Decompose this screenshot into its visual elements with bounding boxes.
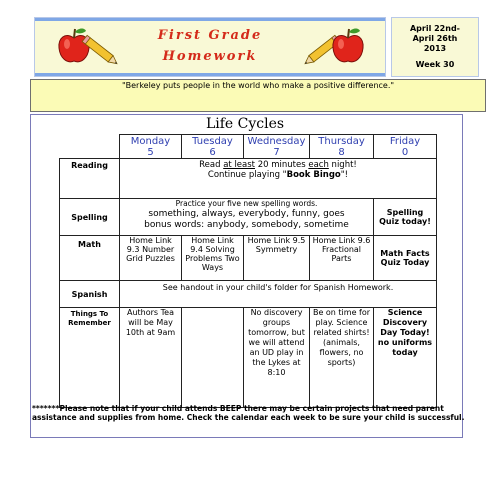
math-wednesday: Home Link 9.5 Symmetry: [244, 236, 310, 281]
week-label: Week 30: [415, 60, 455, 69]
text: night!: [328, 160, 357, 170]
day-name: Friday: [389, 136, 421, 147]
parent-note: *******Please note that if your child attends BEEP there may be certain projects that need parent assistance and supplies from home. Check the calendar each week to be sure your child is successful.: [32, 404, 465, 422]
spelling-line-2: something, always, everybody, funny, goes: [148, 209, 345, 219]
day-date: 8: [338, 147, 345, 158]
day-name: Tuesday: [192, 136, 233, 147]
spelling-line-1: Practice your five new spelling words.: [175, 199, 318, 208]
spelling-cell: [120, 199, 374, 236]
header-banner: [34, 17, 386, 77]
title-line-2: Homework: [162, 49, 258, 64]
row-label-spelling: Spelling: [60, 199, 120, 236]
banner-top-stripe: [35, 18, 385, 21]
row-label-reading: Reading: [60, 159, 120, 199]
remember-wednesday: No discovery groups tomorrow, but we will attend an UD play in the Lykes at 8:10: [244, 308, 310, 408]
apple-icon: [331, 26, 365, 66]
reading-cell: [120, 159, 437, 199]
homework-table: [59, 134, 437, 408]
math-monday: Home Link 9.3 Number Grid Puzzles: [120, 236, 182, 281]
unit-title: Life Cycles: [205, 116, 285, 132]
text-underlined: at least: [223, 160, 256, 170]
day-header-thursday: [310, 135, 374, 159]
remember-thursday: Be on time for play. Science related shirts! (animals, flowers, no sports): [310, 308, 374, 408]
quote-text: "Berkeley puts people in the world who make a positive difference.": [121, 81, 395, 90]
date-line-3: 2013: [423, 44, 447, 53]
day-name: Monday: [130, 136, 171, 147]
math-thursday: Home Link 9.6 Fractional Parts: [310, 236, 374, 281]
remember-tuesday: [182, 308, 244, 408]
spelling-line-3: bonus words: anybody, somebody, sometime: [144, 220, 349, 230]
day-name: Wednesday: [247, 136, 306, 147]
remember-row: [60, 308, 437, 408]
date-box: [391, 17, 479, 77]
row-label-math: Math: [60, 236, 120, 281]
day-date: 6: [209, 147, 216, 158]
text: "!: [340, 170, 349, 180]
quote-band: [30, 79, 486, 112]
spelling-row: [60, 199, 437, 236]
reading-line-1: [122, 160, 434, 170]
day-date: 5: [147, 147, 154, 158]
date-line-2: April 26th: [412, 34, 458, 43]
table-header-row: [60, 135, 437, 159]
corner-cell: [60, 135, 120, 159]
row-label-spanish: Spanish: [60, 281, 120, 308]
date-line-1: April 22nd-: [409, 24, 460, 33]
row-label-remember: Things To Remember: [60, 308, 120, 408]
text-bold: Book Bingo: [286, 170, 341, 180]
spelling-friday: Spelling Quiz today!: [374, 199, 437, 236]
day-header-monday: [120, 135, 182, 159]
day-name: Thursday: [318, 136, 365, 147]
reading-row: [60, 159, 437, 199]
reading-line-2: [122, 170, 434, 180]
text: Continue playing ": [207, 170, 287, 180]
spanish-row: [60, 281, 437, 308]
text: Read: [199, 160, 224, 170]
spanish-cell: See handout in your child's folder for Spanish Homework.: [120, 281, 437, 308]
day-date: 7: [273, 147, 280, 158]
day-date: 0: [401, 147, 409, 158]
text: 20 minutes: [255, 160, 309, 170]
day-header-tuesday: [182, 135, 244, 159]
day-header-wednesday: [244, 135, 310, 159]
banner-bottom-stripe: [35, 73, 385, 76]
day-header-friday: [374, 135, 437, 159]
text-underlined: each: [308, 160, 329, 170]
remember-monday: Authors Tea will be May 10th at 9am: [120, 308, 182, 408]
math-friday: Math Facts Quiz Today: [374, 236, 437, 281]
math-row: [60, 236, 437, 281]
math-tuesday: Home Link 9.4 Solving Problems Two Ways: [182, 236, 244, 281]
remember-friday: Science Discovery Day Today! no uniforms today: [374, 308, 437, 408]
title-line-1: First Grade: [157, 28, 263, 43]
